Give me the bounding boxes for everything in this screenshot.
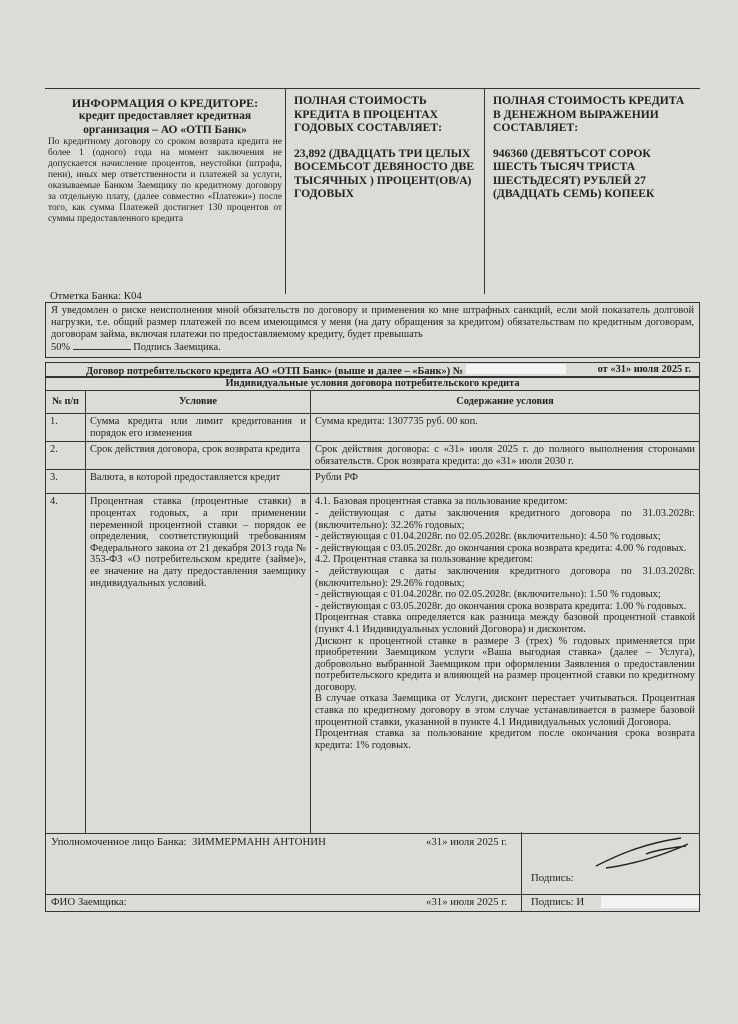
content-line: - действующая с 03.05.2028г. до окончания срока возврата кредита: 4.00 % годовых.: [315, 542, 687, 554]
creditor-info: [45, 90, 285, 290]
content-line: Процентная ставка определяется как разница между базовой процентной ставкой (пункт 4.1 Индивидуальных условий Договора) и дисконтом.: [315, 612, 695, 635]
table-row: [46, 442, 700, 470]
risk-notice: [45, 302, 700, 358]
header-content: Содержание условия: [311, 391, 700, 414]
content-line: В случае отказа Заемщика от Услуги, дисконт перестает учитываться. Процентная ставка по кредитному договору в этом случае устанавливается в размере базовой процентной ставки, указанной в пункте 4.1 Индивидуальных условий Договора.: [315, 693, 695, 728]
divider: [45, 88, 700, 89]
content-line: - действующая с даты заключения кредитного договора по 31.03.2028г. (включительно): 32.26% годовых;: [315, 507, 695, 531]
bank-representative: [51, 836, 326, 848]
notice-percent: 50%: [51, 341, 71, 353]
bank-rep-label: Уполномоченное лицо Банка:: [51, 836, 187, 848]
creditor-title: ИНФОРМАЦИЯ О КРЕДИТОРЕ:: [71, 96, 259, 110]
row-number: 2.: [46, 442, 86, 470]
content-line: - действующая с 01.04.2028г. по 02.05.2028г. (включительно): 4.50 % годовых;: [315, 531, 661, 543]
table-row: [46, 414, 700, 442]
table-header-row: [46, 391, 700, 414]
conditions-table: [45, 390, 700, 834]
signature-block: [45, 832, 700, 912]
content-line: Дисконт к процентной ставке в размере 3 (трех) % годовых применяется при приобретении Заемщиком услуги «Ваша выгодная ставка» (далее – Услуга), добровольно выбранной Заемщиком при оформлении Заявления о предоставлении потребительского кредита и влияющей на размер процентной ставки по кредитному договору.: [315, 635, 695, 693]
full-cost-percent-value: 23,892 (ДВАДЦАТЬ ТРИ ЦЕЛЫХ ВОСЕМЬСОТ ДЕВЯНОСТО ДВЕ ТЫСЯЧНЫХ ) ПРОЦЕНТ(ОВ/А) ГОДОВЫХ: [294, 146, 475, 200]
content-line: 4.2. Процентная ставка за пользование кредитом:: [315, 554, 534, 566]
content-line: - действующая с 03.05.2028г. до окончания срока возврата кредита: 1.00 % годовых.: [315, 600, 687, 612]
full-cost-money-value: 946360 (ДЕВЯТЬСОТ СОРОК ШЕСТЬ ТЫСЯЧ ТРИСТА ШЕСТЬДЕСЯТ) РУБЛЕЙ 27 (ДВАДЦАТЬ СЕМЬ) КОПЕЕК: [493, 146, 655, 200]
redacted-number: [466, 364, 566, 374]
borrower-sign-date: «31» июля 2025 г.: [426, 896, 508, 908]
content-line: Процентная ставка за пользование кредитом после окончания срока возврата кредита: 1% годовых.: [315, 728, 695, 751]
bank-mark: Отметка Банка: К04: [50, 290, 142, 302]
row-condition: Процентная ставка (процентные ставки) в процентах годовых, а при применении переменной процентной ставки – порядок ее определения, соответствующий требованиям Федерального закона от 21 декабря 2013 года № 353-ФЗ «О потребительском кредите (займе)», ее значение на дату предоставления заемщику индивидуальных условий.: [86, 494, 311, 834]
row-condition: Валюта, в которой предоставляется кредит: [86, 470, 311, 494]
borrower-signature-line: [73, 349, 131, 350]
row-number: 1.: [46, 414, 86, 442]
borrower-label: ФИО Заемщика:: [51, 896, 127, 908]
creditor-text: По кредитному договору со сроком возврата кредита не более 1 (одного) года на момент заключения не допускается начисление процентов, неустойки (штрафа, пени), иных мер ответственности и платежей за услуги, оказываемые Банком Заемщику по кредитному договору за отдельную плату, (далее совместно «Платежи») после того, как сумма Платежей достигнет 130 процентов от суммы предоставленного кредита: [48, 137, 282, 224]
header-number: № п/п: [46, 391, 86, 414]
bank-sign-label: Подпись:: [531, 872, 574, 884]
row-content: [311, 494, 700, 834]
content-line: - действующая с 01.04.2028г. по 02.05.2028г. (включительно): 1.50 % годовых;: [315, 589, 661, 601]
full-cost-percent: [285, 88, 485, 294]
row-condition: Срок действия договора, срок возврата кредита: [86, 442, 311, 470]
row-number: 4.: [46, 494, 86, 834]
contract-header: [45, 362, 700, 377]
creditor-subtitle: кредит предоставляет кредитная организация – АО «ОТП Банк»: [78, 110, 252, 136]
contract-date: от «31» июля 2025 г.: [597, 364, 691, 375]
content-line: 4.1. Базовая процентная ставка за пользование кредитом:: [315, 496, 568, 508]
header-condition: Условие: [86, 391, 311, 414]
table-row: [46, 494, 700, 834]
bank-sign-date: «31» июля 2025 г.: [426, 836, 508, 848]
divider: [46, 894, 701, 895]
row-content: Срок действия договора: с «31» июля 2025 г. до полного выполнения сторонами обязательств. Срок возврата кредита: до «31» июля 2030 г.: [311, 442, 700, 470]
full-cost-percent-title: ПОЛНАЯ СТОИМОСТЬ КРЕДИТА В ПРОЦЕНТАХ ГОДОВЫХ СОСТАВЛЯЕТ:: [294, 94, 442, 134]
full-cost-money: [485, 88, 700, 294]
row-condition: Сумма кредита или лимит кредитования и порядок его изменения: [86, 414, 311, 442]
row-number: 3.: [46, 470, 86, 494]
content-line: - действующая с даты заключения кредитного договора по 31.03.2028г. (включительно): 29.26% годовых;: [315, 565, 695, 589]
full-cost-money-title: ПОЛНАЯ СТОИМОСТЬ КРЕДИТА В ДЕНЕЖНОМ ВЫРАЖЕНИИ СОСТАВЛЯЕТ:: [493, 94, 685, 134]
row-content: Рубли РФ: [311, 470, 700, 494]
borrower-sign-label: Подпись: И: [531, 896, 699, 908]
bank-rep-name: ЗИММЕРМАНН АНТОНИН: [191, 836, 326, 848]
conditions-title: Индивидуальные условия договора потребительского кредита: [45, 377, 700, 391]
notice-sign-label: Подпись Заемщика.: [133, 341, 221, 353]
contract-title: Договор потребительского кредита АО «ОТП Банк» (выше и далее – «Банк») №: [86, 366, 464, 377]
notice-text: Я уведомлен о риске неисполнения мной обязательств по договору и применения ко мне штрафных санкций, если мой показатель долговой нагрузки, т.е. общий размер платежей по всем имеющимся у меня (на дату обращения за кредитом) обязательствам по кредитным договорам, договорам займа, включая платежи по предоставляемому кредиту, будет превышать: [51, 305, 694, 341]
row-content: Сумма кредита: 1307735 руб. 00 коп.: [311, 414, 700, 442]
table-row: [46, 470, 700, 494]
divider: [521, 832, 522, 912]
signature-scribble-icon: [586, 834, 696, 874]
